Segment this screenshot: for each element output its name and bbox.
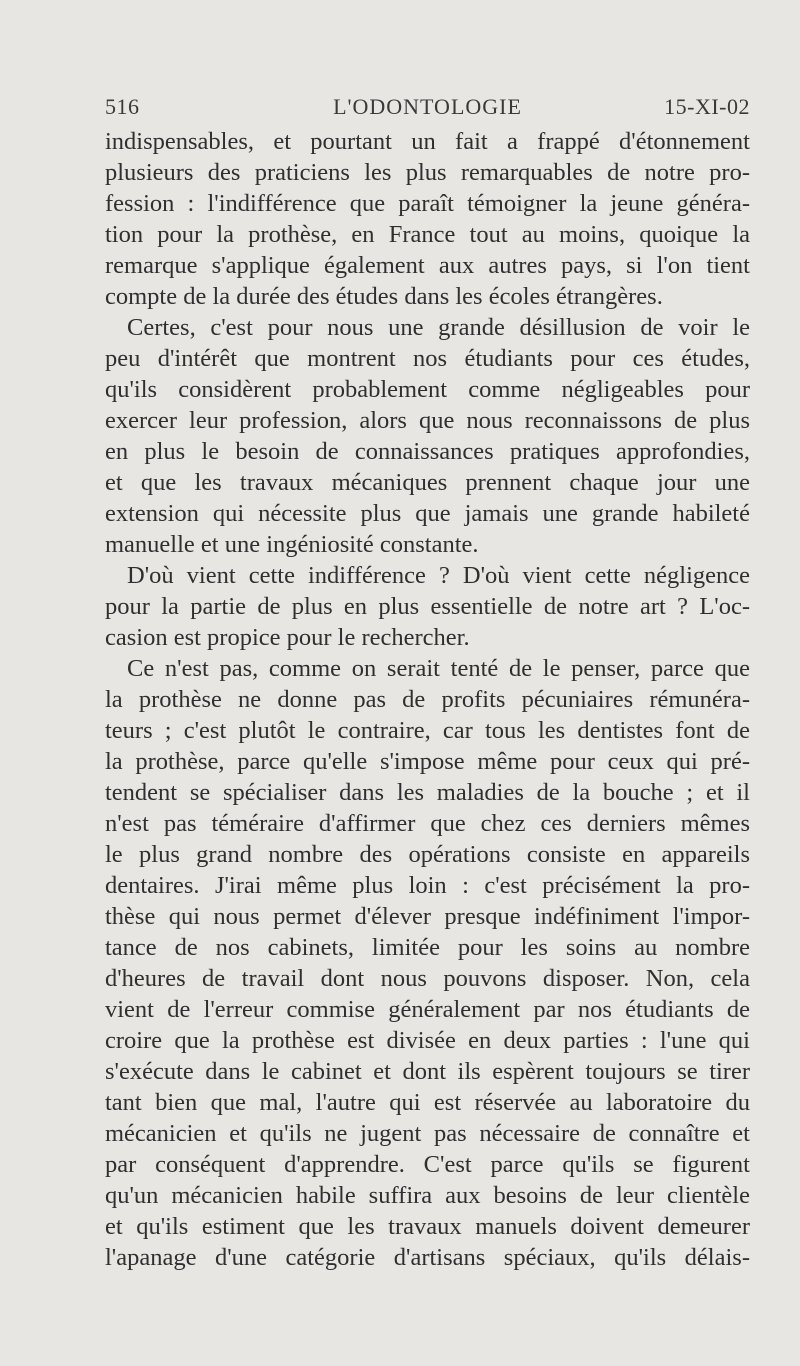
paragraph	[105, 653, 750, 1273]
text-line: Ce n'est pas, comme on serait tenté de le penser, parce que	[127, 655, 750, 682]
text-line: tant bien que mal, l'autre qui est réservée au laboratoire du	[105, 1089, 750, 1116]
text-line: vient de l'erreur commise généralement par nos étudiants de	[105, 996, 750, 1023]
text-line: en plus le besoin de connaissances pratiques approfondies,	[105, 438, 750, 465]
text-line: le plus grand nombre des opérations consiste en appareils	[105, 841, 750, 868]
text-line: indispensables, et pourtant un fait a frappé d'étonnement	[105, 128, 750, 155]
page-number: 516	[105, 94, 140, 119]
text-line: qu'un mécanicien habile suffira aux besoins de leur clientèle	[105, 1182, 750, 1209]
text-line: et qu'ils estiment que les travaux manuels doivent demeurer	[105, 1213, 750, 1240]
text-line: pour la partie de plus en plus essentielle de notre art ? L'oc-	[105, 593, 750, 620]
text-line: peu d'intérêt que montrent nos étudiants pour ces études,	[105, 345, 750, 372]
text-line: mécanicien et qu'ils ne jugent pas nécessaire de connaître et	[105, 1120, 750, 1147]
text-line: d'heures de travail dont nous pouvons disposer. Non, cela	[105, 965, 750, 992]
text-line: qu'ils considèrent probablement comme négligeables pour	[105, 376, 750, 403]
text-line: thèse qui nous permet d'élever presque indéfiniment l'impor-	[105, 903, 750, 930]
text-line: Certes, c'est pour nous une grande désillusion de voir le	[127, 314, 750, 341]
text-line: manuelle et une ingéniosité constante.	[105, 531, 479, 558]
text-line: dentaires. J'irai même plus loin : c'est précisément la pro-	[105, 872, 750, 899]
text-line: remarque s'applique également aux autres pays, si l'on tient	[105, 252, 750, 279]
paragraph	[105, 126, 750, 312]
body-text	[105, 126, 750, 1273]
text-line: D'où vient cette indifférence ? D'où vient cette négligence	[127, 562, 750, 589]
text-line: tion pour la prothèse, en France tout au moins, quoique la	[105, 221, 750, 248]
text-line: la prothèse ne donne pas de profits pécuniaires rémunéra-	[105, 686, 750, 713]
text-line: exercer leur profession, alors que nous reconnaissons de plus	[105, 407, 750, 434]
text-line: l'apanage d'une catégorie d'artisans spéciaux, qu'ils délais-	[105, 1244, 750, 1271]
issue-date: 15-XI-02	[664, 94, 750, 119]
text-line: croire que la prothèse est divisée en deux parties : l'une qui	[105, 1027, 750, 1054]
text-line: teurs ; c'est plutôt le contraire, car tous les dentistes font de	[105, 717, 750, 744]
text-line: et que les travaux mécaniques prennent chaque jour une	[105, 469, 750, 496]
text-line: s'exécute dans le cabinet et dont ils espèrent toujours se tirer	[105, 1058, 750, 1085]
text-line: casion est propice pour le rechercher.	[105, 624, 470, 651]
text-line: n'est pas téméraire d'affirmer que chez ces derniers mêmes	[105, 810, 750, 837]
text-line: extension qui nécessite plus que jamais une grande habileté	[105, 500, 750, 527]
text-line: fession : l'indifférence que paraît témoigner la jeune généra-	[105, 190, 750, 217]
paragraph	[105, 312, 750, 560]
text-line: la prothèse, parce qu'elle s'impose même pour ceux qui pré-	[105, 748, 750, 775]
journal-title: L'ODONTOLOGIE	[333, 94, 522, 119]
running-head	[105, 94, 750, 128]
text-line: par conséquent d'apprendre. C'est parce qu'ils se figurent	[105, 1151, 750, 1178]
text-line: compte de la durée des études dans les écoles étrangères.	[105, 283, 663, 310]
paragraph	[105, 560, 750, 653]
text-line: plusieurs des praticiens les plus remarquables de notre pro-	[105, 159, 750, 186]
text-line: tance de nos cabinets, limitée pour les soins au nombre	[105, 934, 750, 961]
text-line: tendent se spécialiser dans les maladies de la bouche ; et il	[105, 779, 750, 806]
